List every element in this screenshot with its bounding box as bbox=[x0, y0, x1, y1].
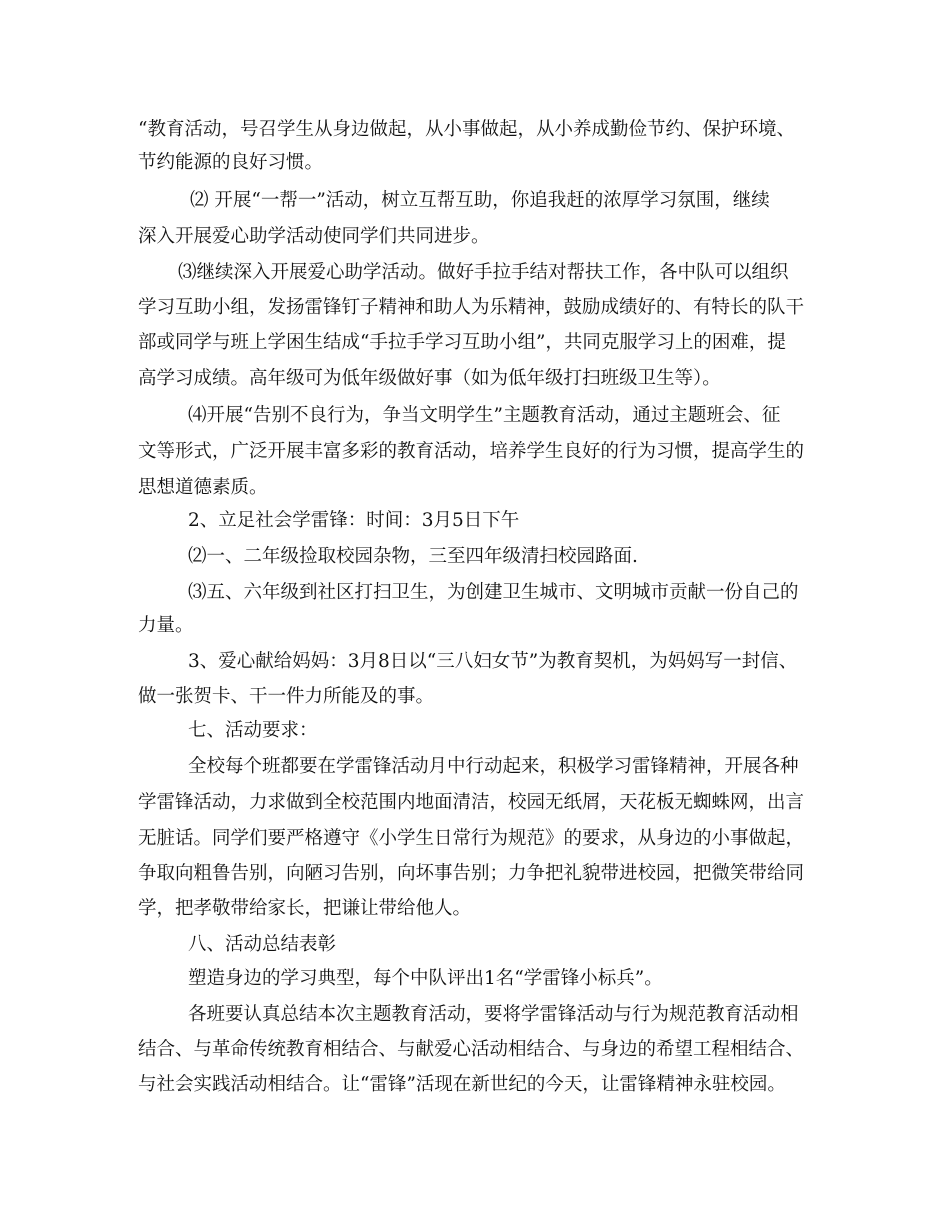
text-line: 节约能源的良好习惯。 bbox=[138, 152, 324, 173]
text-line: 学，把孝敬带给家长，把谦让带给他人。 bbox=[138, 898, 472, 919]
text-line: 塑造身边的学习典型，每个中队评出1名“学雷锋小标兵”。 bbox=[188, 968, 663, 989]
text-line: 学雷锋活动，力求做到全校范围内地面清洁，校园无纸屑，天花板无蜘蛛网，出言 bbox=[138, 792, 805, 813]
text-line: 结合、与革命传统教育相结合、与献爱心活动相结合、与身边的希望工程相结合、 bbox=[138, 1039, 805, 1060]
section-heading: 七、活动要求： bbox=[188, 720, 318, 741]
text-line: ⑶五、六年级到社区打扫卫生，为创建卫生城市、文明城市贡献一份自己的 bbox=[188, 582, 799, 603]
text-line: 思想道德素质。 bbox=[138, 477, 268, 498]
text-line: 无脏话。同学们要严格遵守《小学生日常行为规范》的要求，从身边的小事做起， bbox=[138, 828, 805, 849]
text-line: 文等形式，广泛开展丰富多彩的教育活动，培养学生良好的行为习惯，提高学生的 bbox=[138, 441, 805, 462]
text-line: ⑶继续深入开展爱心助学活动。做好手拉手结对帮扶工作，各中队可以组织 bbox=[178, 262, 789, 283]
text-line: 做一张贺卡、干一件力所能及的事。 bbox=[138, 686, 435, 707]
text-line: ⑷开展“告别不良行为，争当文明学生”主题教育活动，通过主题班会、征 bbox=[188, 405, 781, 426]
text-line: ⑵ 开展“一帮一”活动，树立互帮互助，你追我赶的浓厚学习氛围，继续 bbox=[190, 190, 770, 211]
section-heading: 3、爱心献给妈妈：3月8日以“三八妇女节”为教育契机，为妈妈写一封信、 bbox=[188, 651, 798, 672]
text-line: 深入开展爱心助学活动使同学们共同进步。 bbox=[138, 226, 490, 247]
text-line: 与社会实践活动相结合。让“雷锋”活现在新世纪的今天，让雷锋精神永驻校园。 bbox=[138, 1074, 786, 1095]
text-line: 力量。 bbox=[138, 615, 194, 636]
text-line: ⑵一、二年级捡取校园杂物，三至四年级清扫校园路面. bbox=[188, 546, 638, 567]
section-heading: 八、活动总结表彰 bbox=[188, 934, 337, 955]
text-line: 争取向粗鲁告别，向陋习告别，向坏事告别；力争把礼貌带进校园，把微笑带给同 bbox=[138, 863, 805, 884]
text-line: 各班要认真总结本次主题教育活动，要将学雷锋活动与行为规范教育活动相 bbox=[188, 1004, 799, 1025]
section-heading: 2、立足社会学雷锋：时间：3月5日下午 bbox=[188, 510, 520, 531]
text-line: “教育活动，号召学生从身边做起，从小事做起，从小养成勤俭节约、保护环境、 bbox=[138, 119, 795, 140]
text-line: 部或同学与班上学困生结成“手拉手学习互助小组”，共同克服学习上的困难，提 bbox=[138, 332, 786, 353]
text-line: 学习互助小组，发扬雷锋钉子精神和助人为乐精神，鼓励成绩好的、有特长的队干 bbox=[138, 297, 805, 318]
text-line: 高学习成绩。高年级可为低年级做好事（如为低年级打扫班级卫生等）。 bbox=[138, 368, 721, 389]
text-line: 全校每个班都要在学雷锋活动月中行动起来，积极学习雷锋精神，开展各种 bbox=[188, 756, 799, 777]
